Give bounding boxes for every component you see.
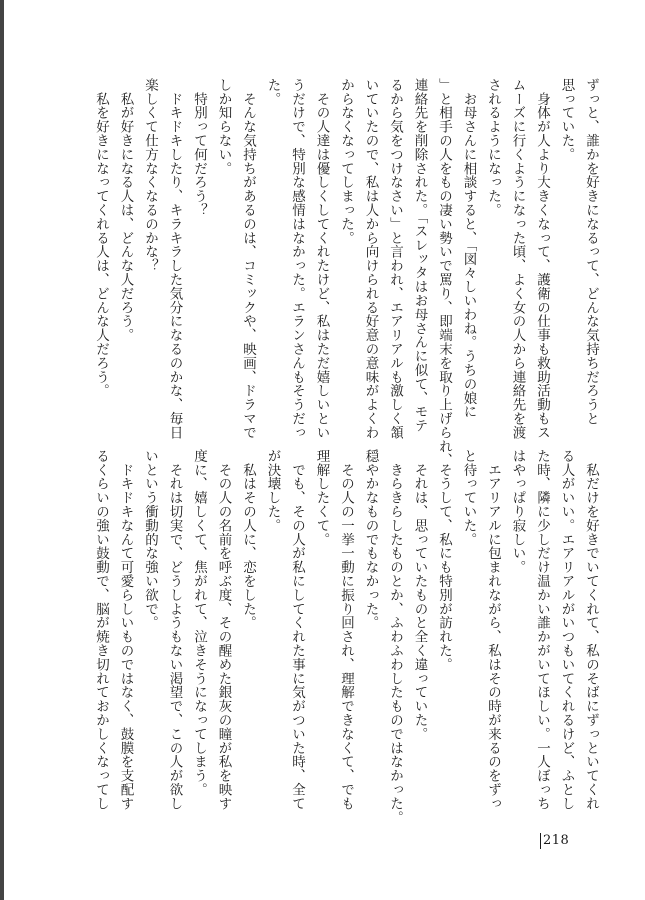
text-line: そんな気持ちがあるのは、コミックや、映画、ドラマで bbox=[240, 78, 256, 440]
text-line: と待っていた。 bbox=[460, 449, 477, 547]
text-line: 」と相手の人をもの凄い勢いで罵り、即端末を取り上げられ、 bbox=[436, 78, 452, 468]
text-line: 私を好きになってくれる人は、どんな人だろう。 bbox=[93, 78, 109, 398]
lower-text-column bbox=[93, 449, 603, 825]
text-line: 私はその人に、恋をした。 bbox=[240, 449, 256, 630]
text-line: きらきらしたものとか、ふわふわしたものではなかった。 bbox=[387, 449, 403, 825]
text-line: お母さんに相談すると、「図々しいわね。うちの娘に bbox=[460, 78, 477, 419]
text-line: 連絡先を削除された。「スレッタはお母さんに似て、モテ bbox=[411, 78, 428, 433]
text-line: 私が好きになる人は、どんな人だろう。 bbox=[117, 78, 134, 343]
text-line: 思っていた。 bbox=[558, 78, 575, 162]
text-line: ムーズに行くようになった頃、よく女の人から連絡先を渡 bbox=[509, 78, 526, 440]
text-line: 楽しくて仕方なくなるのかな？ bbox=[142, 78, 158, 273]
text-line: はやっぱり寂しい。 bbox=[509, 449, 526, 575]
text-line: それは、思っていたものと全く違っていた。 bbox=[411, 449, 428, 741]
text-line: うだけで、特別な感情はなかった。エランさんもそうだっ bbox=[289, 78, 305, 440]
text-line: エアリアルに包まれながら、私はその時が来るのをずっ bbox=[485, 449, 501, 811]
text-line: その人の一挙一動に振り回され、理解できなくて、でも bbox=[338, 449, 354, 811]
text-line: 理解したくて。 bbox=[313, 449, 330, 547]
text-line: そうして、私にも特別が訪れた。 bbox=[436, 449, 452, 672]
text-line: でも、その人が私にしてくれた事に気がついた時、全て bbox=[289, 449, 305, 811]
text-line: いという衝動的な強い欲で。 bbox=[142, 449, 158, 630]
text-line: されるようになった。 bbox=[485, 78, 501, 217]
text-line: それは切実で、どうしようもない渇望で、この人が欲し bbox=[166, 449, 183, 811]
text-line: ドキドキなんて可愛らしいものではなく、鼓膜を支配す bbox=[117, 449, 134, 811]
text-line: る人がいい。エアリアルがいつもいてくれるけど、ふとし bbox=[558, 449, 575, 811]
text-line: 特別って何だろう？ bbox=[191, 78, 207, 217]
text-line: 度に、嬉しくて、焦がれて、泣きそうになってしまう。 bbox=[191, 449, 207, 797]
text-line: が決壊した。 bbox=[264, 449, 281, 533]
text-line: るくらいの強い鼓動で、脳が焼き切れておかしくなってし bbox=[93, 449, 109, 811]
text-line: その人の名前を呼ぶ度、その醒めた銀灰の瞳が私を映す bbox=[215, 449, 232, 811]
text-line: しか知らない。 bbox=[215, 78, 232, 176]
upper-text-column bbox=[93, 78, 603, 468]
page-binding-edge bbox=[0, 0, 4, 900]
text-line: た時、隣に少しだけ温かい誰かがいてほしい。一人ぼっち bbox=[534, 449, 550, 811]
text-line: からなくなってしまった。 bbox=[338, 78, 354, 245]
text-line: ずっと、誰かを好きになるって、どんな気持ちだろうと bbox=[583, 78, 599, 426]
text-line: ドキドキしたり、キラキラした気分になるのかな、毎日 bbox=[166, 78, 183, 440]
text-line: 私だけを好きでいてくれて、私のそばにずっといてくれ bbox=[583, 449, 599, 811]
page-number: 218 bbox=[540, 833, 569, 849]
text-line: 穏やかなものでもなかった。 bbox=[362, 449, 379, 630]
text-line: るから気をつけなさい」と言われ、エアリアルも激しく頷 bbox=[387, 78, 403, 440]
text-line: 身体が人より大きくなって、護衛の仕事も救助活動もス bbox=[534, 78, 550, 440]
text-line: いていたので、私は人から向けられる好意の意味がよくわ bbox=[362, 78, 379, 440]
text-line: た。 bbox=[264, 78, 281, 106]
text-line: その人達は優しくしてくれたけど、私はただ嬉しいとい bbox=[313, 78, 330, 440]
